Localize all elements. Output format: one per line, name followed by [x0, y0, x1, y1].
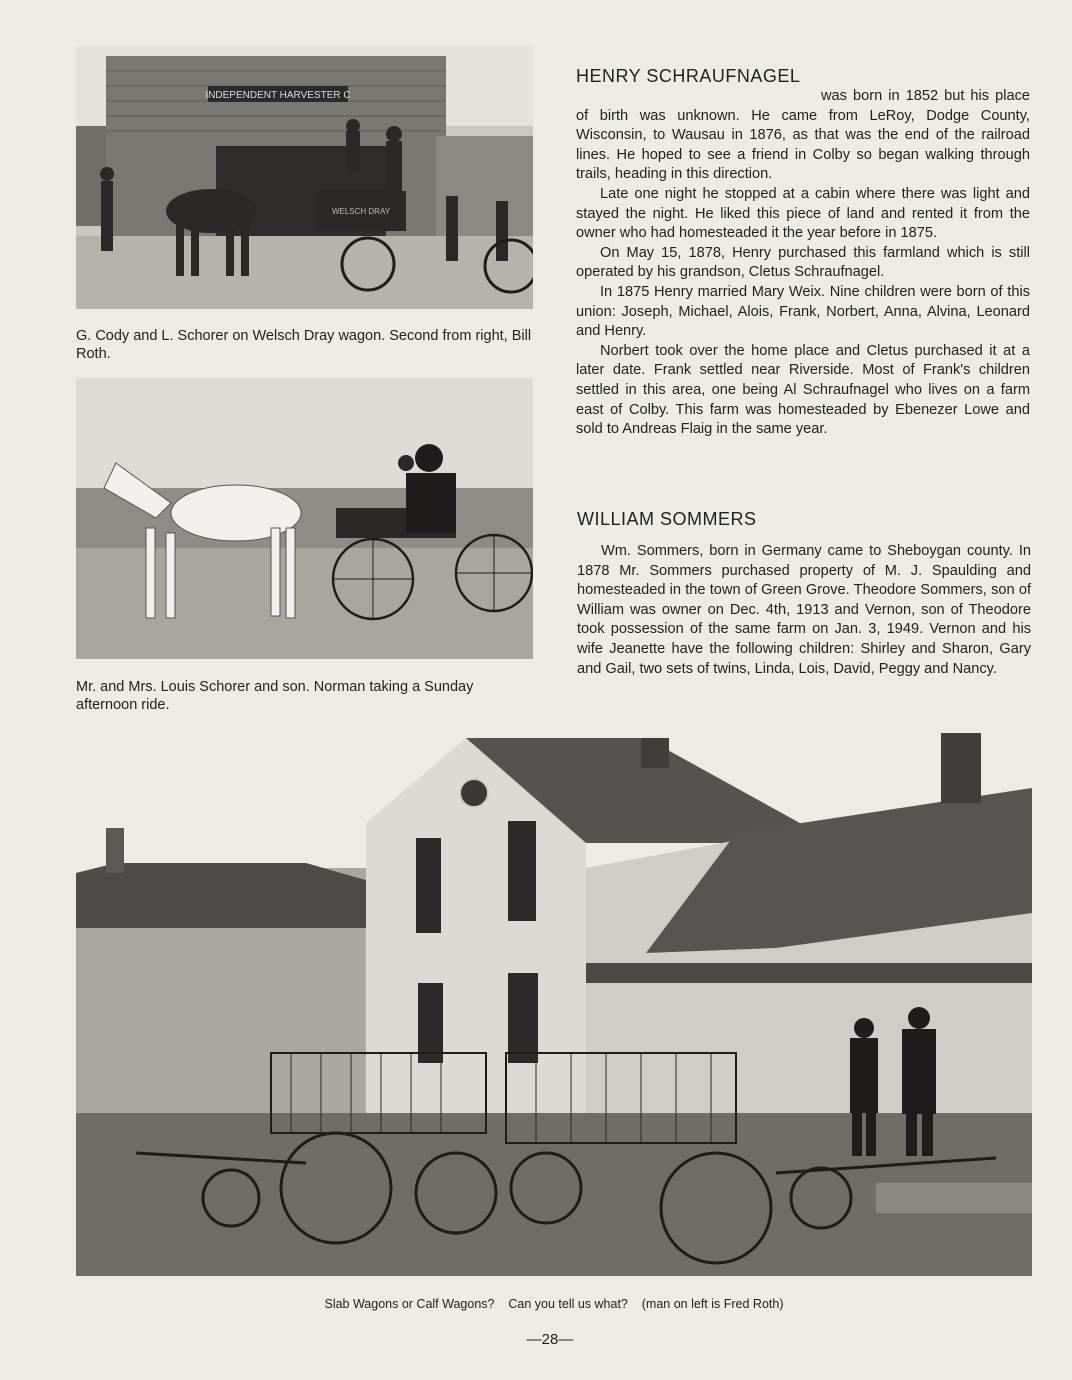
- photo-farmhouse-wagons: [76, 733, 1032, 1276]
- caption-dray-wagon: G. Cody and L. Schorer on Welsch Dray wagon. Second from right, Bill Roth.: [76, 328, 532, 362]
- page-number: —28—: [526, 1331, 574, 1348]
- farmhouse-illustration: [76, 733, 1032, 1276]
- heading-henry-schraufnagel: HENRY SCHRAUFNAGEL: [576, 66, 801, 86]
- photo-dray-wagon: [76, 46, 533, 309]
- paragraph: On May 15, 1878, Henry purchased this farmland which is still operated by his grandson, Cletus Schraufnagel.: [576, 244, 1030, 281]
- paragraph: Norbert took over the home place and Cletus purchased it at a later date. Frank settled near Riverside. Most of Frank's children settled in this area, one being Al Schraufnagel who lives on a farm east of Colby. This farm was homesteaded by Ebenezer Lowe and sold to Andreas Flaig in the same year.: [576, 342, 1030, 438]
- article-william-sommers: [577, 509, 1031, 679]
- svg-text:WELSCH DRAY: WELSCH DRAY: [331, 207, 391, 216]
- svg-text:INDEPENDENT HARVESTER C: INDEPENDENT HARVESTER C: [205, 90, 351, 101]
- caption-farmhouse-wagons: Slab Wagons or Calf Wagons? Can you tell us what? (man on left is Fred Roth): [324, 1297, 784, 1311]
- dray-wagon-illustration: [76, 46, 533, 309]
- caption-buggy-ride: Mr. and Mrs. Louis Schorer and son. Norman taking a Sunday afternoon ride.: [76, 679, 474, 713]
- buggy-illustration: [76, 378, 533, 659]
- paragraph: In 1875 Henry married Mary Weix. Nine children were born of this union: Joseph, Michael, Alois, Frank, Norbert, Anna, Alvina, Leonard and Henry.: [576, 283, 1030, 340]
- paragraph: Wm. Sommers, born in Germany came to Sheboygan county. In 1878 Mr. Sommers purchased property of M. J. Spaulding and homesteaded in the town of Green Grove. Theodore Sommers, son of William was owner on Dec. 4th, 1913 and Vernon, son of Theodore took possession of the same farm on Jan. 3, 1949. Vernon and his wife Jeanette have the following children: Shirley and Sharon, Gary and Gail, two sets of twins, Linda, Lois, David, Peggy and Nancy.: [577, 543, 1031, 677]
- article-henry-schraufnagel: [576, 66, 1030, 440]
- paragraph: Late one night he stopped at a cabin where there was light and stayed the night. He liked this piece of land and rented it from the owner who had homesteaded it the year before in 1875.: [576, 185, 1030, 242]
- heading-william-sommers: WILLIAM SOMMERS: [577, 509, 757, 529]
- photo-buggy-ride: [76, 378, 533, 659]
- paragraph: was born in 1852 but his place of birth was unknown. He came from LeRoy, Dodge County, Wisconsin, to Wausau in 1876, as that was the end of the railroad lines. He hoped to see a friend in Colby so began walking through trails, heading in this direction.: [576, 88, 1030, 183]
